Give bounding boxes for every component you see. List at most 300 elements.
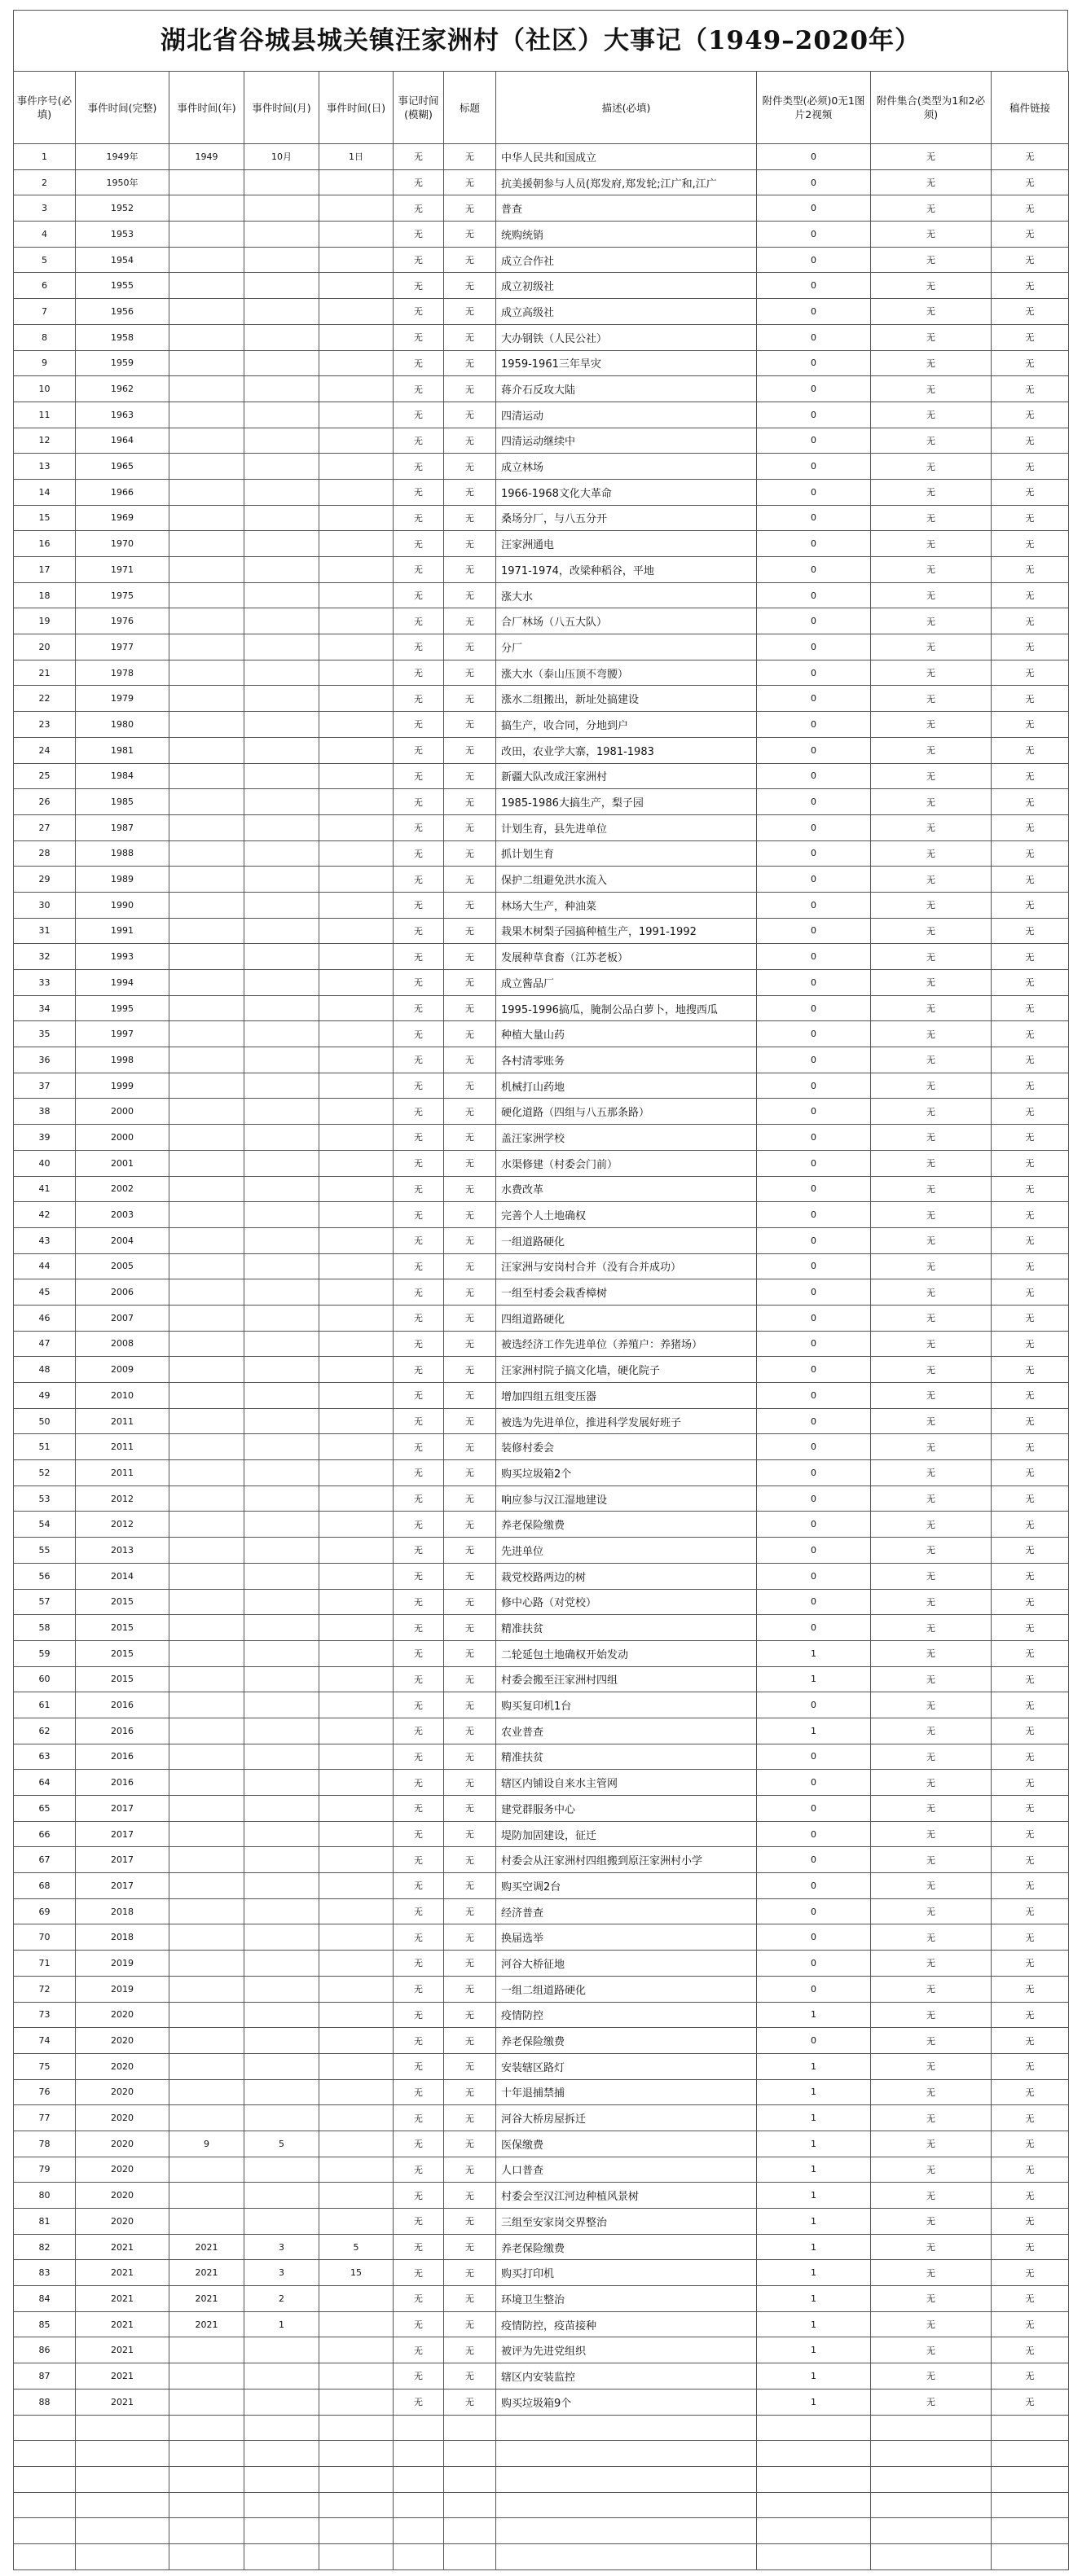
cell-seq: 70 (14, 1924, 76, 1951)
table-row (14, 970, 1069, 996)
cell-fuzzy-time: 无 (394, 557, 444, 583)
cell-year (169, 1047, 244, 1073)
cell-attachment-type: 0 (757, 1615, 871, 1641)
cell-attachment-type: 1 (757, 2337, 871, 2363)
cell-attachment-type: 0 (757, 1538, 871, 1564)
cell-title: 无 (444, 376, 496, 402)
cell-attachment-type: 0 (757, 169, 871, 195)
cell-month (244, 1331, 319, 1357)
cell-title: 无 (444, 2234, 496, 2260)
cell-title: 无 (444, 324, 496, 350)
cell-seq: 71 (14, 1951, 76, 1977)
cell-title: 无 (444, 2028, 496, 2054)
cell-description: 汪家洲与安岗村合并（没有合并成功） (496, 1253, 757, 1279)
empty-cell (871, 2543, 992, 2569)
cell-month (244, 557, 319, 583)
cell-year (169, 1538, 244, 1564)
cell-year (169, 814, 244, 840)
cell-description: 发展种草食畜（江苏老板） (496, 944, 757, 970)
cell-attachment-set: 无 (871, 1434, 992, 1460)
cell-article-link: 无 (992, 195, 1069, 222)
cell-year (169, 1589, 244, 1615)
table-row (14, 1744, 1069, 1770)
cell-time-full: 2010 (76, 1383, 169, 1409)
cell-fuzzy-time: 无 (394, 944, 444, 970)
cell-day (319, 1770, 394, 1796)
cell-title: 无 (444, 1305, 496, 1331)
empty-cell (394, 2543, 444, 2569)
cell-attachment-type: 0 (757, 1512, 871, 1538)
cell-attachment-set: 无 (871, 2157, 992, 2183)
cell-time-full: 2021 (76, 2389, 169, 2415)
cell-description: 堤防加固建设，征迁 (496, 1821, 757, 1847)
cell-day (319, 660, 394, 686)
empty-cell (496, 2518, 757, 2544)
cell-year (169, 1563, 244, 1589)
table-row (14, 1408, 1069, 1434)
table-row (14, 531, 1069, 557)
cell-article-link: 无 (992, 1640, 1069, 1666)
cell-description: 安装辖区路灯 (496, 2053, 757, 2079)
cell-month (244, 1924, 319, 1951)
cell-year: 2021 (169, 2311, 244, 2337)
cell-time-full: 1984 (76, 763, 169, 789)
cell-description: 装修村委会 (496, 1434, 757, 1460)
cell-title: 无 (444, 1460, 496, 1486)
cell-attachment-set: 无 (871, 1873, 992, 1899)
cell-time-full: 1958 (76, 324, 169, 350)
cell-seq: 20 (14, 634, 76, 660)
cell-attachment-set: 无 (871, 1692, 992, 1718)
cell-title: 无 (444, 1331, 496, 1357)
cell-fuzzy-time: 无 (394, 1021, 444, 1047)
cell-title: 无 (444, 608, 496, 634)
header-time-full: 事件时间(完整) (76, 72, 169, 144)
cell-attachment-set: 无 (871, 1279, 992, 1306)
cell-attachment-set: 无 (871, 1976, 992, 2002)
cell-seq: 65 (14, 1796, 76, 1822)
cell-day (319, 995, 394, 1021)
cell-attachment-type: 0 (757, 789, 871, 815)
cell-month (244, 2079, 319, 2105)
empty-cell (14, 2543, 76, 2569)
cell-month (244, 350, 319, 376)
cell-article-link: 无 (992, 737, 1069, 763)
cell-description: 成立酱品厂 (496, 970, 757, 996)
header-year: 事件时间(年) (169, 72, 244, 144)
cell-seq: 4 (14, 222, 76, 248)
table-row (14, 2131, 1069, 2157)
cell-month (244, 169, 319, 195)
cell-attachment-set: 无 (871, 944, 992, 970)
cell-attachment-set: 无 (871, 299, 992, 325)
table-row (14, 1512, 1069, 1538)
cell-day (319, 2105, 394, 2131)
table-row (14, 2363, 1069, 2389)
cell-month (244, 1692, 319, 1718)
cell-attachment-type: 1 (757, 2131, 871, 2157)
cell-description: 被评为先进党组织 (496, 2337, 757, 2363)
table-row (14, 944, 1069, 970)
cell-seq: 24 (14, 737, 76, 763)
cell-title: 无 (444, 1099, 496, 1125)
table-row (14, 1873, 1069, 1899)
cell-title: 无 (444, 1796, 496, 1822)
cell-description: 计划生育，县先进单位 (496, 814, 757, 840)
table-row (14, 2286, 1069, 2312)
cell-article-link: 无 (992, 1898, 1069, 1924)
cell-month (244, 867, 319, 893)
cell-attachment-set: 无 (871, 1305, 992, 1331)
cell-attachment-type: 0 (757, 195, 871, 222)
cell-attachment-type: 0 (757, 1873, 871, 1899)
cell-article-link: 无 (992, 247, 1069, 273)
cell-description: 成立林场 (496, 454, 757, 480)
cell-attachment-type: 0 (757, 1331, 871, 1357)
cell-month (244, 1563, 319, 1589)
cell-month (244, 1770, 319, 1796)
cell-month (244, 2183, 319, 2209)
cell-seq: 88 (14, 2389, 76, 2415)
cell-day (319, 1305, 394, 1331)
cell-year (169, 763, 244, 789)
cell-seq: 47 (14, 1331, 76, 1357)
cell-description: 涨大水 (496, 582, 757, 608)
cell-year (169, 350, 244, 376)
cell-day (319, 892, 394, 918)
table-row (14, 1279, 1069, 1306)
cell-day (319, 944, 394, 970)
cell-day (319, 2028, 394, 2054)
cell-time-full: 2003 (76, 1202, 169, 1228)
empty-cell (14, 2415, 76, 2441)
cell-article-link: 无 (992, 2363, 1069, 2389)
empty-cell (244, 2441, 319, 2467)
cell-description: 林场大生产，种油菜 (496, 892, 757, 918)
cell-article-link: 无 (992, 1383, 1069, 1409)
table-row (14, 1176, 1069, 1202)
cell-seq: 15 (14, 505, 76, 531)
cell-article-link: 无 (992, 2157, 1069, 2183)
cell-attachment-set: 无 (871, 505, 992, 531)
cell-day (319, 195, 394, 222)
cell-attachment-set: 无 (871, 2337, 992, 2363)
cell-attachment-type: 0 (757, 1021, 871, 1047)
cell-year (169, 608, 244, 634)
empty-cell (169, 2466, 244, 2492)
cell-description: 涨大水（泰山压顶不弯腰） (496, 660, 757, 686)
cell-seq: 31 (14, 918, 76, 944)
cell-article-link: 无 (992, 1512, 1069, 1538)
cell-attachment-set: 无 (871, 1666, 992, 1692)
cell-fuzzy-time: 无 (394, 505, 444, 531)
cell-fuzzy-time: 无 (394, 2209, 444, 2235)
cell-month (244, 1589, 319, 1615)
cell-attachment-set: 无 (871, 712, 992, 738)
header-seq: 事件序号(必填) (14, 72, 76, 144)
cell-attachment-set: 无 (871, 2389, 992, 2415)
cell-day (319, 582, 394, 608)
cell-attachment-type: 0 (757, 1099, 871, 1125)
cell-time-full: 1971 (76, 557, 169, 583)
events-table (13, 71, 1069, 2570)
header-title: 标题 (444, 72, 496, 144)
cell-day (319, 1434, 394, 1460)
cell-seq: 5 (14, 247, 76, 273)
cell-title: 无 (444, 531, 496, 557)
cell-article-link: 无 (992, 582, 1069, 608)
cell-time-full: 2013 (76, 1538, 169, 1564)
table-row (14, 1563, 1069, 1589)
cell-attachment-type: 0 (757, 608, 871, 634)
cell-time-full: 1950年 (76, 169, 169, 195)
cell-day (319, 299, 394, 325)
cell-day (319, 1099, 394, 1125)
cell-fuzzy-time: 无 (394, 2002, 444, 2028)
cell-description: 养老保险缴费 (496, 2028, 757, 2054)
cell-seq: 34 (14, 995, 76, 1021)
cell-attachment-set: 无 (871, 1047, 992, 1073)
cell-fuzzy-time: 无 (394, 634, 444, 660)
cell-attachment-set: 无 (871, 1150, 992, 1176)
cell-attachment-type: 0 (757, 1563, 871, 1589)
cell-year (169, 840, 244, 867)
cell-month: 3 (244, 2234, 319, 2260)
cell-time-full: 2008 (76, 1331, 169, 1357)
table-row (14, 1796, 1069, 1822)
cell-title: 无 (444, 1383, 496, 1409)
cell-time-full: 1998 (76, 1047, 169, 1073)
cell-attachment-set: 无 (871, 2002, 992, 2028)
empty-cell (319, 2441, 394, 2467)
cell-day (319, 1150, 394, 1176)
cell-title: 无 (444, 970, 496, 996)
table-row (14, 2209, 1069, 2235)
cell-fuzzy-time: 无 (394, 299, 444, 325)
cell-month (244, 608, 319, 634)
cell-seq: 74 (14, 2028, 76, 2054)
cell-article-link: 无 (992, 1692, 1069, 1718)
cell-title: 无 (444, 1692, 496, 1718)
cell-title: 无 (444, 454, 496, 480)
cell-seq: 11 (14, 402, 76, 428)
table-row (14, 1073, 1069, 1099)
table-row (14, 1253, 1069, 1279)
cell-description: 种植大量山药 (496, 1021, 757, 1047)
cell-article-link: 无 (992, 1073, 1069, 1099)
cell-day (319, 1589, 394, 1615)
cell-attachment-type: 0 (757, 1047, 871, 1073)
cell-day (319, 1227, 394, 1253)
cell-description: 1959-1961三年旱灾 (496, 350, 757, 376)
cell-fuzzy-time: 无 (394, 247, 444, 273)
cell-fuzzy-time: 无 (394, 1692, 444, 1718)
cell-year (169, 1770, 244, 1796)
cell-month (244, 1538, 319, 1564)
cell-year (169, 2337, 244, 2363)
cell-month (244, 789, 319, 815)
cell-attachment-set: 无 (871, 1951, 992, 1977)
table-row (14, 428, 1069, 454)
cell-description: 统购统销 (496, 222, 757, 248)
cell-time-full: 1993 (76, 944, 169, 970)
cell-fuzzy-time: 无 (394, 428, 444, 454)
cell-title: 无 (444, 247, 496, 273)
empty-cell (169, 2415, 244, 2441)
cell-month (244, 1460, 319, 1486)
empty-cell (319, 2415, 394, 2441)
cell-attachment-set: 无 (871, 995, 992, 1021)
table-row (14, 1615, 1069, 1641)
cell-article-link: 无 (992, 169, 1069, 195)
cell-month (244, 299, 319, 325)
cell-attachment-type: 0 (757, 634, 871, 660)
cell-time-full: 2019 (76, 1976, 169, 2002)
cell-seq: 49 (14, 1383, 76, 1409)
cell-year (169, 2105, 244, 2131)
cell-seq: 28 (14, 840, 76, 867)
cell-day (319, 1951, 394, 1977)
cell-description: 购买垃圾箱2个 (496, 1460, 757, 1486)
cell-month (244, 2053, 319, 2079)
empty-cell (394, 2466, 444, 2492)
cell-article-link: 无 (992, 324, 1069, 350)
cell-attachment-set: 无 (871, 1099, 992, 1125)
cell-time-full: 1969 (76, 505, 169, 531)
table-row (14, 1047, 1069, 1073)
cell-title: 无 (444, 1227, 496, 1253)
cell-day (319, 1615, 394, 1641)
cell-title: 无 (444, 1434, 496, 1460)
cell-attachment-type: 1 (757, 2389, 871, 2415)
cell-attachment-set: 无 (871, 195, 992, 222)
cell-description: 抗美援朝参与人员(郑发府,郑发轮;江广和,江广 (496, 169, 757, 195)
cell-day (319, 2286, 394, 2312)
cell-fuzzy-time: 无 (394, 1796, 444, 1822)
cell-description: 机械打山药地 (496, 1073, 757, 1099)
cell-day (319, 1202, 394, 1228)
cell-fuzzy-time: 无 (394, 1589, 444, 1615)
cell-day (319, 970, 394, 996)
cell-year (169, 1744, 244, 1770)
cell-title: 无 (444, 2389, 496, 2415)
cell-description: 经济普查 (496, 1898, 757, 1924)
cell-title: 无 (444, 892, 496, 918)
cell-attachment-set: 无 (871, 2131, 992, 2157)
cell-seq: 58 (14, 1615, 76, 1641)
cell-attachment-set: 无 (871, 479, 992, 505)
cell-month (244, 1047, 319, 1073)
cell-article-link: 无 (992, 1408, 1069, 1434)
cell-fuzzy-time: 无 (394, 1615, 444, 1641)
cell-year (169, 2002, 244, 2028)
empty-cell (496, 2492, 757, 2518)
header-attachment-set: 附件集合(类型为1和2必须) (871, 72, 992, 144)
cell-attachment-set: 无 (871, 1744, 992, 1770)
cell-attachment-set: 无 (871, 814, 992, 840)
cell-month (244, 1227, 319, 1253)
cell-year (169, 273, 244, 299)
table-row (14, 1305, 1069, 1331)
empty-row (14, 2492, 1069, 2518)
cell-fuzzy-time: 无 (394, 1666, 444, 1692)
header-article-link: 稿件链接 (992, 72, 1069, 144)
cell-fuzzy-time: 无 (394, 479, 444, 505)
cell-article-link: 无 (992, 1279, 1069, 1306)
cell-seq: 37 (14, 1073, 76, 1099)
cell-attachment-set: 无 (871, 1331, 992, 1357)
cell-title: 无 (444, 1485, 496, 1512)
cell-seq: 86 (14, 2337, 76, 2363)
empty-cell (394, 2492, 444, 2518)
cell-description: 养老保险缴费 (496, 2234, 757, 2260)
cell-description: 成立合作社 (496, 247, 757, 273)
cell-description: 成立高级社 (496, 299, 757, 325)
cell-article-link: 无 (992, 2209, 1069, 2235)
cell-time-full: 2011 (76, 1460, 169, 1486)
table-row (14, 1898, 1069, 1924)
empty-cell (14, 2518, 76, 2544)
cell-seq: 46 (14, 1305, 76, 1331)
cell-seq: 82 (14, 2234, 76, 2260)
cell-year (169, 944, 244, 970)
cell-description: 中华人民共和国成立 (496, 144, 757, 170)
cell-time-full: 1976 (76, 608, 169, 634)
cell-attachment-set: 无 (871, 2183, 992, 2209)
cell-article-link: 无 (992, 1589, 1069, 1615)
cell-time-full: 1985 (76, 789, 169, 815)
cell-year (169, 557, 244, 583)
cell-article-link: 无 (992, 1434, 1069, 1460)
cell-title: 无 (444, 1538, 496, 1564)
cell-description: 辖区内铺设自来水主管网 (496, 1770, 757, 1796)
cell-attachment-set: 无 (871, 1615, 992, 1641)
header-fuzzy-time: 事记时间(模糊) (394, 72, 444, 144)
cell-fuzzy-time: 无 (394, 1460, 444, 1486)
cell-attachment-set: 无 (871, 2079, 992, 2105)
cell-fuzzy-time: 无 (394, 1538, 444, 1564)
cell-description: 养老保险缴费 (496, 1512, 757, 1538)
cell-seq: 68 (14, 1873, 76, 1899)
cell-time-full: 2017 (76, 1847, 169, 1873)
table-row (14, 1383, 1069, 1409)
cell-title: 无 (444, 2079, 496, 2105)
cell-title: 无 (444, 2157, 496, 2183)
cell-fuzzy-time: 无 (394, 1125, 444, 1151)
cell-seq: 18 (14, 582, 76, 608)
cell-year (169, 1202, 244, 1228)
cell-time-full: 2021 (76, 2234, 169, 2260)
cell-day (319, 247, 394, 273)
cell-day (319, 1253, 394, 1279)
cell-title: 无 (444, 1150, 496, 1176)
cell-attachment-set: 无 (871, 1021, 992, 1047)
cell-time-full: 1952 (76, 195, 169, 222)
table-row (14, 402, 1069, 428)
cell-day: 1日 (319, 144, 394, 170)
cell-title: 无 (444, 2105, 496, 2131)
cell-fuzzy-time: 无 (394, 1099, 444, 1125)
cell-attachment-set: 无 (871, 608, 992, 634)
cell-seq: 1 (14, 144, 76, 170)
cell-seq: 73 (14, 2002, 76, 2028)
cell-attachment-type: 1 (757, 2363, 871, 2389)
table-row (14, 350, 1069, 376)
cell-fuzzy-time: 无 (394, 1744, 444, 1770)
cell-seq: 10 (14, 376, 76, 402)
empty-cell (76, 2441, 169, 2467)
cell-seq: 78 (14, 2131, 76, 2157)
